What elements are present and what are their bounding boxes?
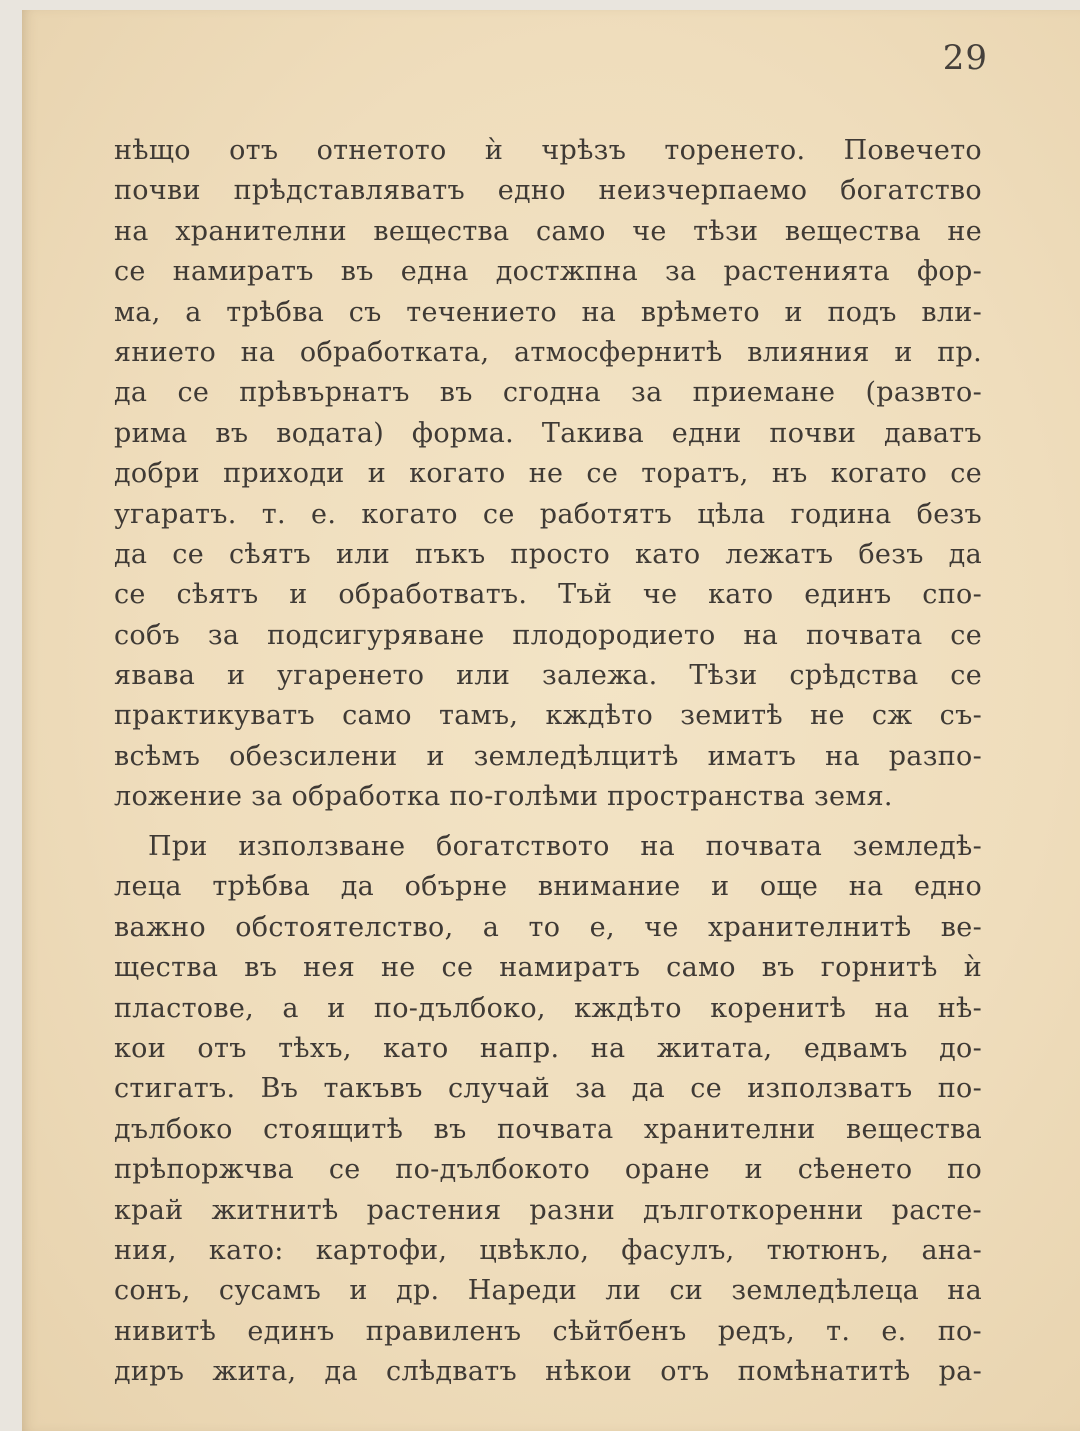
text-line: леца трѣбва да обърне внимание и още на едно <box>114 871 982 903</box>
text-line: угаратъ. т. е. когато се работятъ цѣла година безъ <box>114 498 982 530</box>
text-line: диръ жита, да слѣдватъ нѣкои отъ помѣнатитѣ ра- <box>114 1356 982 1388</box>
text-line: собъ за подсигуряване плодородието на почвата се <box>114 619 982 651</box>
text-line: дълбоко стоящитѣ въ почвата хранителни вещества <box>114 1113 982 1145</box>
text-line: кои отъ тѣхъ, като напр. на житата, едвамъ до- <box>114 1032 982 1064</box>
paragraph-2 <box>114 827 982 1392</box>
text-line: янието на обработката, атмосфернитѣ влияния и пр. <box>114 336 982 368</box>
text-line: щества въ нея не се намиратъ само въ горнитѣ ѝ <box>114 952 982 984</box>
text-line: рима въ водата) форма. Такива едни почви даватъ <box>114 417 982 449</box>
text-line: на хранителни вещества само че тѣзи вещества не <box>114 215 982 247</box>
text-line: ния, като: картофи, цвѣкло, фасулъ, тютюнъ, ана- <box>114 1234 982 1266</box>
text-line: се намиратъ въ една достжпна за растенията фор- <box>114 256 982 288</box>
text-line: почви прѣдставляватъ едно неизчерпаемо богатство <box>114 175 982 207</box>
text-line: сонъ, сусамъ и др. Нареди ли си земледѣлеца на <box>114 1275 982 1307</box>
page-number: 29 <box>942 38 988 78</box>
book-page <box>22 10 1080 1431</box>
text-line: явава и угаренето или залежа. Тѣзи срѣдства се <box>114 660 982 692</box>
text-line: край житнитѣ растения разни дълготкоренни расте- <box>114 1194 982 1226</box>
text-line: всѣмъ обезсилени и земледѣлцитѣ иматъ на разпо- <box>114 740 982 772</box>
paragraph-1 <box>114 131 982 818</box>
text-line: да се сѣятъ или пъкъ просто като лежатъ безъ да <box>114 538 982 570</box>
text-line: стигатъ. Въ такъвъ случай за да се използватъ по- <box>114 1073 982 1105</box>
text-line: се сѣятъ и обработватъ. Тъй че като единъ спо- <box>114 579 982 611</box>
text-line: добри приходи и когато не се торатъ, нъ когато се <box>114 458 982 490</box>
text-line: да се прѣвърнатъ въ сгодна за приемане (развто- <box>114 377 982 409</box>
text-line: практикуватъ само тамъ, кждѣто земитѣ не сж съ- <box>114 700 982 732</box>
text-line: ложение за обработка по-голѣми пространства земя. <box>114 781 893 813</box>
text-line: ма, а трѣбва съ течението на врѣмето и подъ вли- <box>114 296 982 328</box>
text-line: прѣпоржчва се по-дълбокото оране и сѣенето по <box>114 1154 982 1186</box>
text-line: нѣщо отъ отнетото ѝ чрѣзъ торенето. Повечето <box>114 135 982 166</box>
text-line: важно обстоятелство, а то е, че хранителнитѣ ве- <box>114 911 982 943</box>
text-line: пластове, а и по-дълбоко, кждѣто коренитѣ на нѣ- <box>114 992 982 1024</box>
text-line: При използване богатството на почвата земледѣ- <box>148 831 982 862</box>
text-line: нивитѣ единъ правиленъ сѣйтбенъ редъ, т. е. по- <box>114 1315 982 1347</box>
